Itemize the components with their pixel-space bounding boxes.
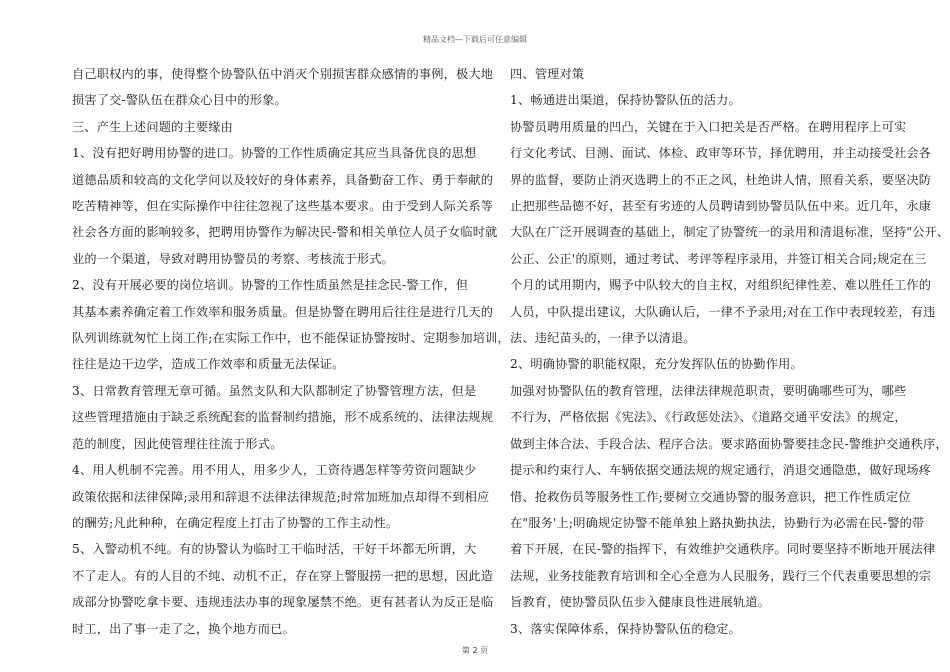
page-number: 第 2 页 (461, 646, 489, 655)
text-line: 这些管理措施由于缺乏系统配套的监督制约措施，形不成系统的、法律法规规 (72, 410, 494, 425)
text-line: 不了走人。有的人目的不纯、动机不正，存在穿上警服捞一把的思想，因此造 (72, 568, 494, 583)
text-line: 着下开展，在民-警的指挥下，有效维护交通秩序。同时要坚持不断地开展法律 (510, 542, 936, 557)
text-line: 社会各方面的影响较多，把聘用协警作为解决民-警和相关单位人员子女临时就 (72, 225, 498, 240)
text-line: 自己职权内的事，使得整个协警队伍中消灭个别损害群众感情的事例，极大地 (72, 67, 494, 81)
text-line: 2、没有开展必要的岗位培训。协警的工作性质虽然是挂念民-警工作，但 (72, 278, 469, 293)
text-line: 4、用人机制不完善。用不用人，用多少人，工资待遇怎样等劳资问题缺少 (72, 463, 477, 478)
text-line: 不行为，严格依据《宪法》、《行政惩处法》、《道路交通平安法》的规定， (510, 410, 907, 425)
text-line: 2、明确协警的职能权限，充分发挥队伍的协勤作用。 (510, 357, 803, 372)
text-line: 在"服务'上;明确规定协警不能单独上路执勤执法，协勤行为必需在民-警的带 (510, 515, 925, 530)
text-line: 时工，出了事一走了之，换个地方而已。 (72, 621, 295, 636)
text-line: 道德品质和较高的文化学问以及较好的身体素养，具备勤奋工作、勇于奉献的 (72, 172, 494, 187)
text-line: 队列训练就匆忙上岗工作;在实际工作中，也不能保证协警按时、定期参加培训， (72, 331, 510, 346)
text-line: 人员，中队提出建议，大队确认后，一律不予录用;对在工作中表现较差，有违 (510, 304, 936, 319)
text-line: 公正、公正'的原则，通过考试、考评等程序录用，并签订相关合同;规定在三 (510, 251, 927, 266)
text-line: 3、落实保障体系，保持协警队伍的稳定。 (510, 621, 741, 636)
text-line: 范的制度，因此使管理往往流于形式。 (72, 436, 283, 451)
text-line: 业的一个渠道，导致对聘用协警员的考察、考核流于形式。 (72, 251, 395, 266)
text-line: 大队在广泛开展调查的基础上，制定了协警统一的录用和清退标准，坚持"公开、 (510, 225, 950, 240)
text-line: 四、管理对策 (510, 67, 585, 81)
text-line: 往往是边干边学，造成工作效率和质量无法保证。 (72, 357, 345, 372)
text-line: 协警员聘用质量的凹凸，关键在于入口把关是否严格。在聘用程序上可实 (510, 119, 907, 134)
text-line: 界的监督，要防止消灭选聘上的不正之风，杜绝讲人情，照看关系，要坚决防 (510, 172, 932, 187)
text-line: 政策依据和法律保障;录用和辞退不法律法律规范;时常加班加点却得不到相应 (72, 489, 490, 504)
text-line: 1、畅通进出渠道，保持协警队伍的活力。 (510, 93, 741, 108)
text-line: 行文化考试、目测、面试、体检、政审等环节，择优聘用，并主动接受社会各 (510, 146, 932, 161)
text-line: 三、产生上述问题的主要缘由 (72, 119, 234, 134)
text-line: 其基本素养确定着工作效率和服务质量。但是协警在聘用后往往是进行几天的 (72, 304, 494, 319)
page-header: 精品文档—下载后可任意编辑 (423, 35, 527, 44)
text-line: 成部分协警吃拿卡要、违规违法办事的现象屡禁不绝。更有甚者认为反正是临 (72, 595, 494, 610)
left-column (72, 61, 510, 642)
text-line: 法、违纪苗头的，一律予以清退。 (510, 331, 696, 346)
text-line: 1、没有把好聘用协警的进口。协警的工作性质确定其应当具备优良的思想 (72, 146, 477, 161)
text-line: 损害了交-警队伍在群众心目中的形象。 (72, 93, 287, 108)
right-column (510, 61, 950, 642)
text-line: 5、入警动机不纯。有的协警认为临时工干临时活，干好干坏都无所谓，大 (72, 542, 477, 557)
text-line: 旨教育，使协警员队伍步入健康良性进展轨道。 (510, 595, 771, 610)
text-line: 止把那些品德不好，甚至有劣迹的人员聘请到协警员队伍中来。近几年，永康 (510, 199, 932, 214)
text-line: 3、日常教育管理无章可循。虽然支队和大队都制定了协警管理方法，但是 (72, 383, 477, 398)
text-line: 加强对协警队伍的教育管理，法律法律规范职责，要明确哪些可为，哪些 (510, 383, 907, 398)
text-line: 提示和约束行人、车辆依据交通法规的规定通行，消退交通隐患，做好现场疼 (510, 463, 932, 478)
text-line: 法规，业务技能教育培训和全心全意为人民服务，践行三个代表重要思想的宗 (510, 568, 932, 583)
text-line: 的酬劳;凡此种种，在确定程度上打击了协警的工作主动性。 (72, 515, 399, 530)
text-line: 惜、抢救伤员等服务性工作;要树立交通协警的服务意识，把工作性质定位 (510, 489, 911, 504)
text-line: 做到主体合法、手段合法、程序合法。要求路面协警要挂念民-警维护交通秩序， (510, 436, 948, 451)
text-line: 个月的试用期内，赐予中队较大的自主权，对组织纪律性差、难以胜任工作的 (510, 278, 932, 293)
text-line: 吃苦精神等，但在实际操作中往往忽视了这些基本要求。由于受到人际关系等 (72, 199, 494, 214)
